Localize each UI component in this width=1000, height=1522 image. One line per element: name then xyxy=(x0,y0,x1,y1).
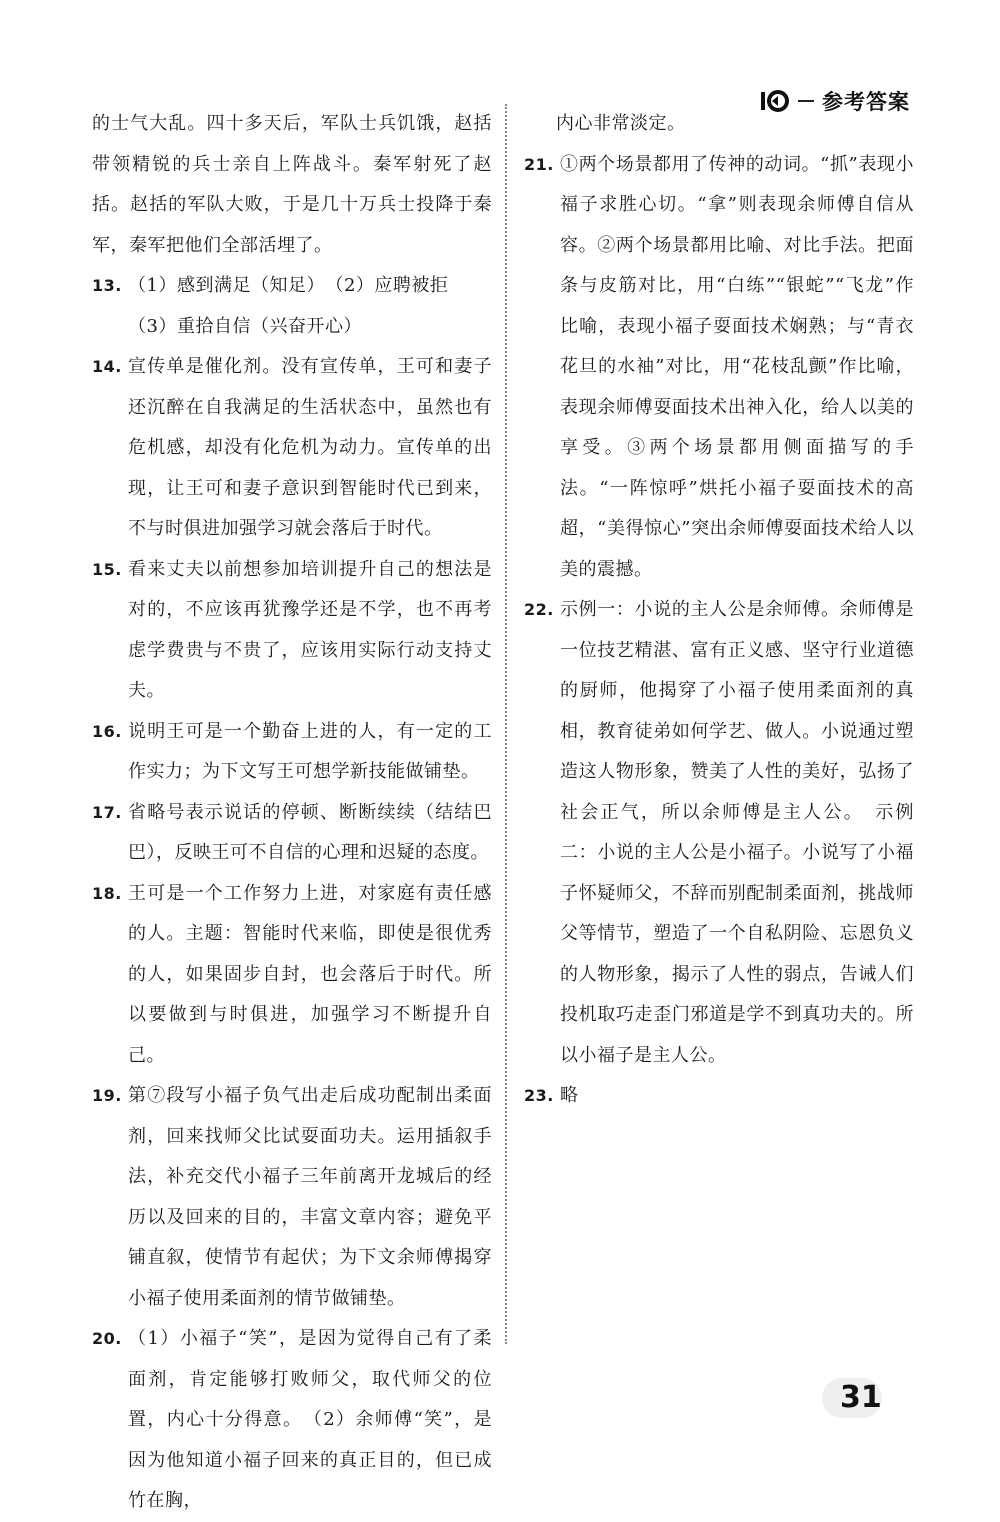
answer-text: 省略号表示说话的停顿、断断续续（结结巴巴），反映王可不自信的心理和迟疑的态度。 xyxy=(128,801,492,863)
answer-text: 第⑦段写小福子负气出走后成功配制出柔面剂，回来找师父比试耍面功夫。运用插叙手法，补充交代小福子三年前离开龙城后的经历以及回来的目的，丰富文章内容；避免平铺直叙，使情节有起伏；为下文余师傅揭穿小福子使用柔面剂的情节做铺垫。 xyxy=(128,1085,492,1309)
answer-text: 看来丈夫以前想参加培训提升自己的想法是对的，不应该再犹豫学还是不学，也不再考虑学费贵与不贵了，应该用实际行动支持丈夫。 xyxy=(128,558,492,701)
answer-23 xyxy=(524,1076,914,1117)
answer-text: 说明王可是一个勤奋上进的人，有一定的工作实力；为下文写王可想学新技能做铺垫。 xyxy=(128,720,492,782)
right-intro: 内心非常淡定。 xyxy=(556,113,686,134)
answer-text: 示例一：小说的主人公是余师傅。余师傅是一位技艺精湛、富有正义感、坚守行业道德的厨师，他揭穿了小福子使用柔面剂的真相，教育徒弟如何学艺、做人。小说通过塑造这人物形象，赞美了人性的美好，弘扬了社会正气，所以余师傅是主人公。 示例二：小说的主人公是小福子。小说写了小福子怀疑师父，不辞而别配制柔面剂，挑战师父等情节，塑造了一个自私阴险、忘恩负义的人物形象，揭示了人性的弱点，告诫人们投机取巧走歪门邪道是学不到真功夫的。所以小福子是主人公。 xyxy=(560,599,914,1066)
right-column xyxy=(524,104,914,1117)
left-column xyxy=(92,104,492,1522)
answer-number: 23. xyxy=(524,1086,554,1105)
answer-number: 14. xyxy=(92,357,122,376)
answer-text: （1）小福子“笑”，是因为觉得自己有了柔面剂，肯定能够打败师父，取代师父的位置，内心十分得意。 （2）余师傅“笑”，是因为他知道小福子回来的真正目的，但已成竹在胸， xyxy=(128,1328,492,1511)
answer-18 xyxy=(92,874,492,1077)
answer-text: 王可是一个工作努力上进，对家庭有责任感的人。主题：智能时代来临，即使是很优秀的人，如果固步自封，也会落后于时代。所以要做到与时俱进，加强学习不断提升自己。 xyxy=(128,882,492,1066)
answer-number: 16. xyxy=(92,721,122,741)
left-intro: 的士气大乱。四十多天后，军队士兵饥饿，赵括带领精锐的兵士亲自上阵战斗。秦军射死了赵括。赵括的军队大败，于是几十万兵士投降于秦军，秦军把他们全部活埋了。 xyxy=(92,113,492,256)
answer-16 xyxy=(92,712,492,793)
answer-text: （1）感到满足（知足） （2）应聘被拒 xyxy=(128,275,449,296)
answer-number: 21. xyxy=(524,154,554,174)
answer-text: （3）重拾自信（兴奋开心） xyxy=(128,315,362,337)
answer-number: 15. xyxy=(92,559,122,579)
answer-text: ①两个场景都用了传神的动词。“抓”表现小福子求胜心切。“拿”则表现余师傅自信从容。②两个场景都用比喻、对比手法。把面条与皮筋对比，用“白练”“银蛇”“飞龙”作比喻，表现小福子耍面技术娴熟；与“青衣花旦的水袖”对比，用“花枝乱颤”作比喻，表现余师傅耍面技术出神入化，给人以美的享受。③两个场景都用侧面描写的手法。“一阵惊呼”烘托小福子耍面技术的高超，“美得惊心”突出余师傅耍面技术给人以美的震撼。 xyxy=(560,153,914,580)
answer-15 xyxy=(92,550,492,712)
page-number: 31 xyxy=(840,1380,882,1415)
answer-number: 20. xyxy=(92,1329,122,1348)
column-divider xyxy=(505,104,507,1344)
header-title: 参考答案 xyxy=(822,90,910,114)
answer-number: 19. xyxy=(92,1086,122,1105)
answer-number: 17. xyxy=(92,802,122,822)
answer-number: 22. xyxy=(524,600,554,619)
answer-21 xyxy=(524,145,914,591)
answer-22 xyxy=(524,590,914,1076)
answer-number: 18. xyxy=(92,883,122,903)
header-dash xyxy=(798,100,814,102)
answer-13 xyxy=(92,266,492,347)
answer-14 xyxy=(92,347,492,550)
answer-text: 略 xyxy=(560,1085,579,1106)
answer-number: 13. xyxy=(92,276,122,295)
answer-17 xyxy=(92,793,492,874)
answer-text: 宣传单是催化剂。没有宣传单，王可和妻子还沉醉在自我满足的生活状态中，虽然也有危机感，却没有化危机为动力。宣传单的出现，让王可和妻子意识到智能时代已到来，不与时俱进加强学习就会落后于时代。 xyxy=(128,356,492,539)
answer-20 xyxy=(92,1319,492,1522)
answer-19 xyxy=(92,1076,492,1319)
